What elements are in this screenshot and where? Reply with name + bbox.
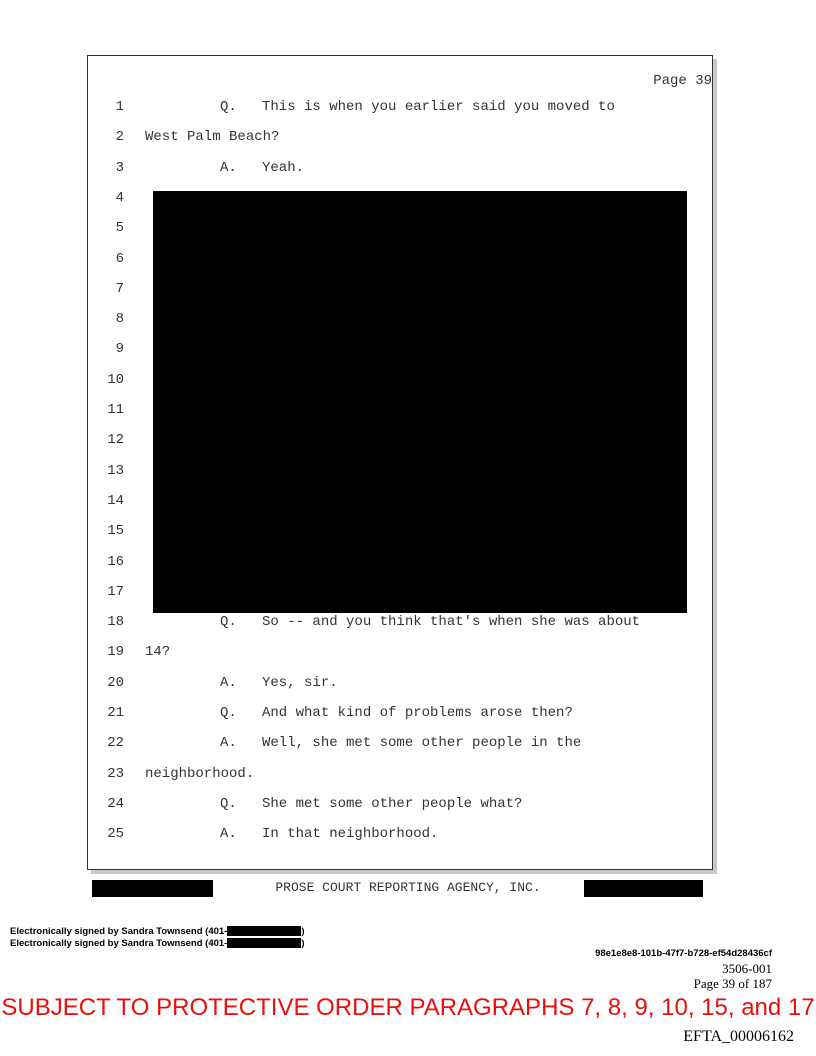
- line-text: 14?: [145, 644, 171, 661]
- line-number: 25: [107, 826, 124, 843]
- footer-redaction-right: [584, 880, 703, 897]
- line-number: 1: [115, 99, 124, 115]
- line-number: 11: [107, 402, 124, 418]
- document-id: EFTA_00006162: [683, 1028, 794, 1045]
- line-number: 23: [107, 765, 124, 782]
- transcript-line: [0, 766, 816, 786]
- line-text: Q. She met some other people what?: [220, 795, 523, 812]
- line-number: 15: [107, 523, 124, 540]
- signature-line-1: [10, 926, 305, 937]
- line-number: 19: [107, 644, 124, 661]
- redaction-block: [153, 191, 687, 613]
- transcript-line: [0, 796, 816, 816]
- line-text: Q. This is when you earlier said you moved to: [220, 99, 615, 115]
- line-number: 9: [115, 341, 124, 358]
- line-number: 4: [115, 189, 124, 206]
- line-number: 12: [107, 432, 124, 449]
- transcript-line: [0, 675, 816, 695]
- page-count: Page 39 of 187: [693, 976, 772, 991]
- signature-redaction: [227, 938, 301, 948]
- agency-name: PROSE COURT REPORTING AGENCY, INC.: [275, 880, 541, 895]
- document-hash: 98e1e8e8-101b-47f7-b728-ef54d28436cf: [595, 948, 772, 959]
- line-text: A. In that neighborhood.: [220, 826, 439, 843]
- case-number: 3506-001: [722, 961, 772, 976]
- line-number: 14: [107, 492, 124, 509]
- line-text: A. Yes, sir.: [220, 674, 338, 691]
- transcript-line: [0, 826, 816, 846]
- line-text: A. Yeah.: [220, 159, 305, 176]
- transcript-line: [0, 129, 816, 149]
- transcript-line: [0, 644, 816, 664]
- line-text: Q. So -- and you think that's when she was about: [220, 614, 641, 631]
- signature-line-2: [10, 938, 305, 949]
- line-number: 21: [107, 705, 124, 721]
- line-number: 13: [107, 462, 124, 479]
- line-text: neighborhood.: [145, 765, 255, 782]
- line-number: 3: [115, 159, 124, 176]
- signature-close: ): [301, 938, 305, 949]
- signature-close: ): [301, 926, 305, 937]
- line-number: 5: [115, 220, 124, 237]
- line-number: 16: [107, 553, 124, 570]
- line-text: Q. And what kind of problems arose then?: [220, 705, 573, 721]
- line-number: 22: [107, 735, 124, 752]
- transcript-line: [0, 705, 816, 725]
- line-text: West Palm Beach?: [145, 129, 280, 146]
- line-number: 7: [115, 280, 124, 297]
- line-number: 18: [107, 614, 124, 631]
- protective-order-notice: SUBJECT TO PROTECTIVE ORDER PARAGRAPHS 7, 8, 9, 10, 15, and 17: [1, 994, 815, 1021]
- transcript-line: [0, 735, 816, 755]
- transcript-line: [0, 614, 816, 634]
- transcript-line: [0, 99, 816, 119]
- line-number: 10: [107, 371, 124, 388]
- line-number: 8: [115, 311, 124, 328]
- line-number: 20: [107, 674, 124, 691]
- page-label: Page 39: [653, 73, 712, 89]
- signature-text: Electronically signed by Sandra Townsend (401-: [10, 938, 228, 949]
- line-number: 24: [107, 795, 124, 812]
- line-text: A. Well, she met some other people in the: [220, 735, 582, 752]
- transcript-line: [0, 160, 816, 180]
- line-number: 6: [115, 250, 124, 267]
- signature-text: Electronically signed by Sandra Townsend (401-: [10, 926, 228, 937]
- line-number: 2: [115, 129, 124, 146]
- line-number: 17: [107, 583, 124, 600]
- signature-redaction: [227, 926, 301, 936]
